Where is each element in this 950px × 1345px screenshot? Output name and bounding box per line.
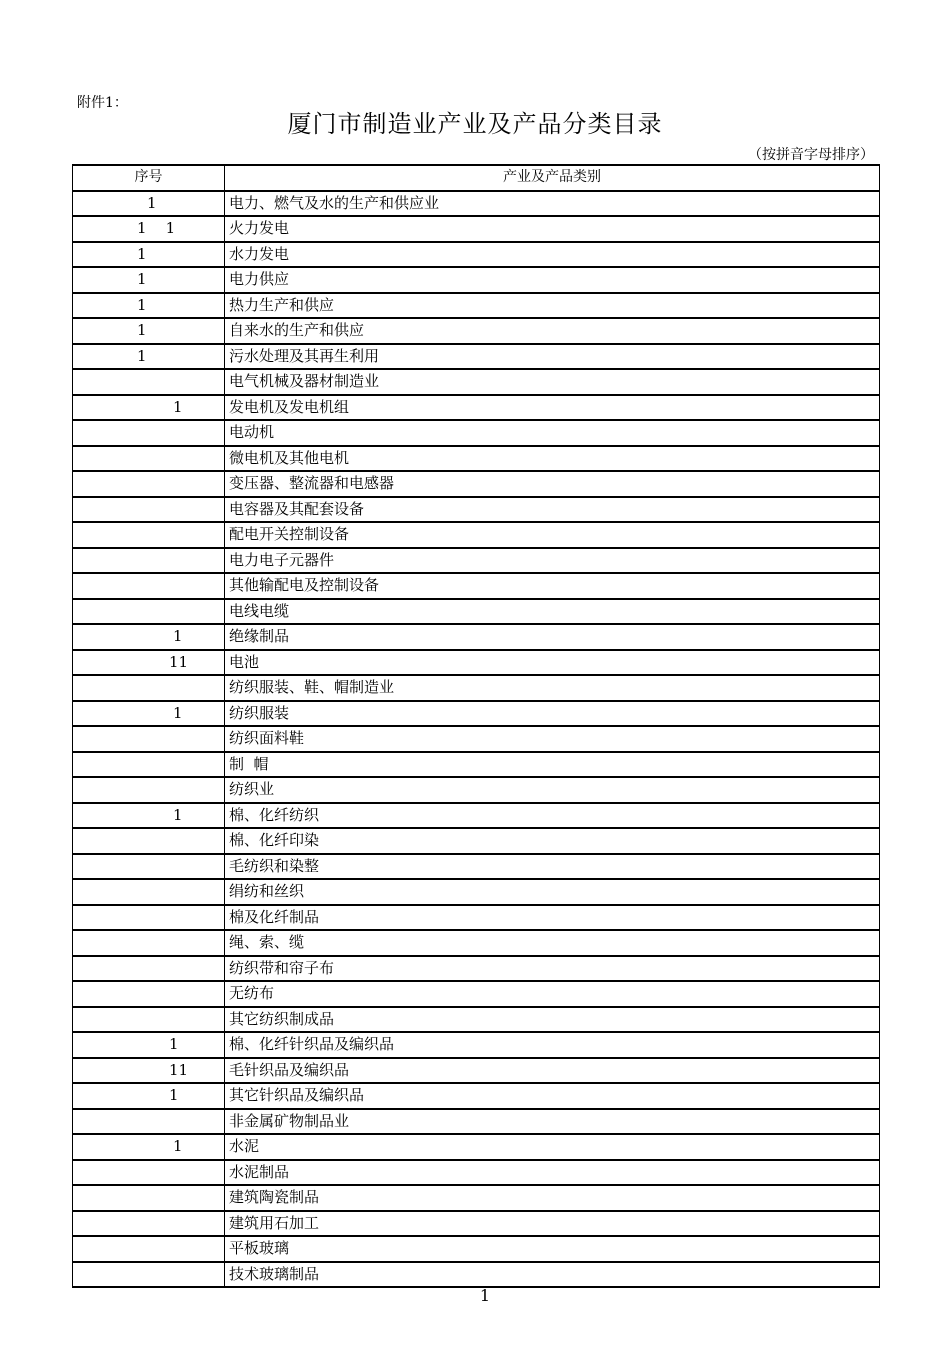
category-name: 电线电缆 [225, 599, 880, 625]
table-row [73, 828, 880, 854]
category-name: 毛针织品及编织品 [225, 1058, 880, 1084]
row-number-cell [73, 650, 225, 676]
catalog-table [72, 164, 880, 1288]
category-name: 棉及化纤制品 [225, 905, 880, 931]
column-header-category: 产业及产品类别 [225, 165, 880, 191]
category-name: 水泥制品 [225, 1160, 880, 1186]
row-number-cell [73, 1211, 225, 1237]
row-number-cell [73, 624, 225, 650]
table-row [73, 930, 880, 956]
table-row [73, 471, 880, 497]
row-number-cell [73, 752, 225, 778]
table-row [73, 191, 880, 217]
category-name: 平板玻璃 [225, 1236, 880, 1262]
document-title: 厦门市制造业产业及产品分类目录 [287, 110, 663, 138]
table-row [73, 1032, 880, 1058]
row-number: 1 [137, 346, 147, 365]
table-row [73, 650, 880, 676]
row-number: 1 [137, 244, 147, 263]
category-name: 火力发电 [225, 216, 880, 242]
table-row [73, 1007, 880, 1033]
category-name: 毛纺织和染整 [225, 854, 880, 880]
category-name: 电力供应 [225, 267, 880, 293]
table-row [73, 293, 880, 319]
category-name: 其它针织品及编织品 [225, 1083, 880, 1109]
row-number-cell [73, 726, 225, 752]
category-name: 纺织面料鞋 [225, 726, 880, 752]
row-number: 1 [137, 295, 147, 314]
category-name: 建筑陶瓷制品 [225, 1185, 880, 1211]
row-number-cell [73, 1083, 225, 1109]
table-row [73, 369, 880, 395]
row-number: 1 [173, 805, 183, 824]
table-row [73, 956, 880, 982]
table-row [73, 420, 880, 446]
category-name: 微电机及其他电机 [225, 446, 880, 472]
category-name: 电力电子元器件 [225, 548, 880, 574]
table-row [73, 1211, 880, 1237]
table-row [73, 1109, 880, 1135]
row-number: 1 [137, 321, 147, 340]
category-name: 配电开关控制设备 [225, 522, 880, 548]
table-row [73, 803, 880, 829]
row-number-cell [73, 1185, 225, 1211]
table-row [73, 905, 880, 931]
row-number-cell [73, 1109, 225, 1135]
row-number-cell [73, 828, 225, 854]
category-name: 纺织业 [225, 777, 880, 803]
category-name: 污水处理及其再生利用 [225, 344, 880, 370]
table-header-row [73, 165, 880, 191]
category-name: 水泥 [225, 1134, 880, 1160]
row-number-cell [73, 446, 225, 472]
row-number-cell [73, 471, 225, 497]
row-number-cell [73, 905, 225, 931]
row-number: 1 [137, 270, 147, 289]
table-row [73, 1083, 880, 1109]
catalog-table-body [73, 191, 880, 1288]
row-number-cell [73, 854, 225, 880]
table-row [73, 1160, 880, 1186]
table-row [73, 599, 880, 625]
table-row [73, 395, 880, 421]
row-number-cell [73, 803, 225, 829]
category-name: 其它纺织制成品 [225, 1007, 880, 1033]
table-row [73, 1185, 880, 1211]
row-number-cell [73, 293, 225, 319]
category-name: 电气机械及器材制造业 [225, 369, 880, 395]
column-header-number: 序号 [73, 165, 225, 191]
category-name: 变压器、整流器和电感器 [225, 471, 880, 497]
table-row [73, 446, 880, 472]
page-number: 1 [479, 1286, 491, 1305]
row-number-cell [73, 395, 225, 421]
table-row [73, 522, 880, 548]
table-row [73, 675, 880, 701]
category-name: 纺织服装、鞋、帽制造业 [225, 675, 880, 701]
category-name: 纺织带和帘子布 [225, 956, 880, 982]
row-number-cell [73, 930, 225, 956]
category-name: 建筑用石加工 [225, 1211, 880, 1237]
category-name: 电池 [225, 650, 880, 676]
table-row [73, 854, 880, 880]
table-row [73, 726, 880, 752]
category-name: 非金属矿物制品业 [225, 1109, 880, 1135]
row-number-cell [73, 1058, 225, 1084]
row-number: 1 [173, 703, 183, 722]
table-row [73, 267, 880, 293]
category-name: 技术玻璃制品 [225, 1262, 880, 1288]
row-number-cell [73, 420, 225, 446]
category-name: 制 帽 [225, 752, 880, 778]
row-number-cell [73, 191, 225, 217]
row-number: 1 1 [137, 219, 176, 238]
category-name: 棉、化纤纺织 [225, 803, 880, 829]
row-number-cell [73, 1262, 225, 1288]
row-number-cell [73, 675, 225, 701]
category-name: 绳、索、缆 [225, 930, 880, 956]
row-number-cell [73, 344, 225, 370]
row-number: 11 [169, 1060, 189, 1079]
row-number-cell [73, 1007, 225, 1033]
table-row [73, 879, 880, 905]
row-number-cell [73, 1134, 225, 1160]
row-number-cell [73, 318, 225, 344]
row-number-cell [73, 369, 225, 395]
category-name: 棉、化纤印染 [225, 828, 880, 854]
row-number: 11 [169, 652, 189, 671]
row-number-cell [73, 777, 225, 803]
attachment-label: 附件1： [77, 95, 128, 111]
row-number: 1 [169, 1086, 179, 1105]
row-number-cell [73, 956, 225, 982]
sort-note: （按拼音字母排序） [748, 147, 874, 163]
table-row [73, 777, 880, 803]
row-number: 1 [147, 193, 157, 212]
table-row [73, 216, 880, 242]
row-number-cell [73, 599, 225, 625]
table-row [73, 497, 880, 523]
table-row [73, 573, 880, 599]
category-name: 水力发电 [225, 242, 880, 268]
row-number-cell [73, 522, 225, 548]
category-name: 电动机 [225, 420, 880, 446]
table-row [73, 318, 880, 344]
category-name: 其他输配电及控制设备 [225, 573, 880, 599]
table-row [73, 1262, 880, 1288]
table-row [73, 1134, 880, 1160]
row-number-cell [73, 981, 225, 1007]
table-row [73, 1058, 880, 1084]
row-number-cell [73, 1160, 225, 1186]
category-name: 电力、燃气及水的生产和供应业 [225, 191, 880, 217]
row-number-cell [73, 1236, 225, 1262]
table-row [73, 981, 880, 1007]
category-name: 纺织服装 [225, 701, 880, 727]
category-name: 绢纺和丝织 [225, 879, 880, 905]
row-number-cell [73, 548, 225, 574]
category-name: 热力生产和供应 [225, 293, 880, 319]
row-number: 1 [173, 397, 183, 416]
row-number-cell [73, 879, 225, 905]
table-row [73, 242, 880, 268]
row-number-cell [73, 573, 225, 599]
row-number-cell [73, 1032, 225, 1058]
category-name: 发电机及发电机组 [225, 395, 880, 421]
category-name: 绝缘制品 [225, 624, 880, 650]
row-number: 1 [173, 627, 183, 646]
table-row [73, 344, 880, 370]
table-row [73, 701, 880, 727]
category-name: 棉、化纤针织品及编织品 [225, 1032, 880, 1058]
row-number-cell [73, 701, 225, 727]
category-name: 电容器及其配套设备 [225, 497, 880, 523]
row-number: 1 [169, 1035, 179, 1054]
category-name: 自来水的生产和供应 [225, 318, 880, 344]
row-number: 1 [173, 1137, 183, 1156]
row-number-cell [73, 242, 225, 268]
table-row [73, 1236, 880, 1262]
row-number-cell [73, 267, 225, 293]
row-number-cell [73, 216, 225, 242]
table-row [73, 752, 880, 778]
table-row [73, 548, 880, 574]
category-name: 无纺布 [225, 981, 880, 1007]
row-number-cell [73, 497, 225, 523]
table-row [73, 624, 880, 650]
